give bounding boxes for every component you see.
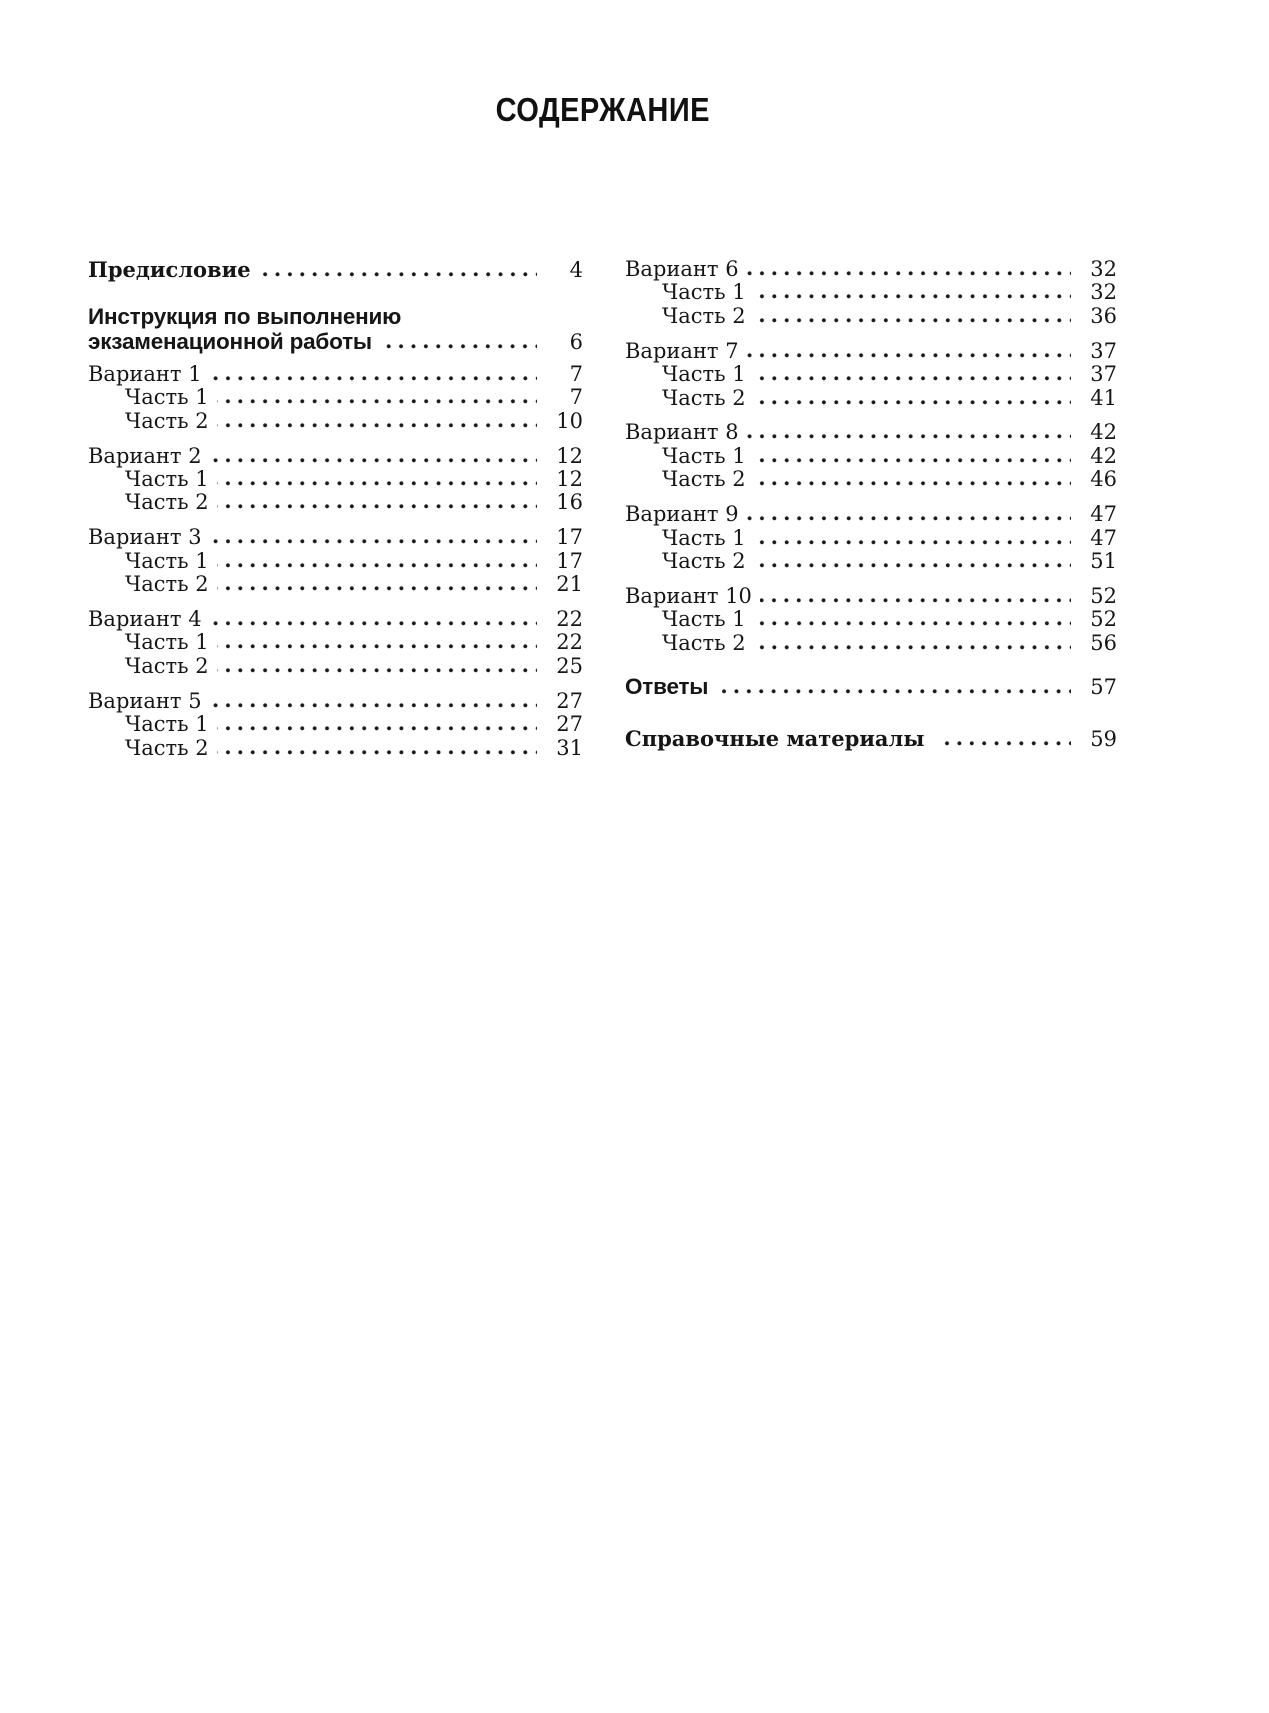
dot-leader [754, 458, 1071, 463]
dot-leader [380, 344, 537, 349]
toc-entry-page: 12 [556, 466, 583, 491]
toc-group-variant-5 [88, 690, 583, 760]
toc-entry-page: 16 [556, 490, 583, 515]
toc-entry-label: Вариант 3 [88, 525, 202, 550]
toc-entry-label: Часть 2 [125, 735, 209, 760]
toc-entry-page: 52 [1090, 607, 1117, 632]
toc-entry-page: 17 [556, 525, 583, 550]
toc-entry-answers [625, 674, 1117, 699]
toc-entry-variant [625, 258, 1117, 281]
toc-entry-page: 32 [1090, 280, 1117, 305]
toc-entry-part [88, 491, 583, 514]
dot-leader [716, 689, 1071, 694]
dot-leader [217, 399, 537, 404]
toc-entry-label: Часть 1 [125, 466, 209, 491]
dot-leader [217, 750, 537, 755]
toc-entry-label: Часть 2 [662, 303, 746, 328]
page-title [88, 0, 1117, 130]
dot-leader [210, 458, 537, 463]
dot-leader [217, 423, 537, 428]
dot-leader [942, 741, 1071, 746]
toc-group-variant-2 [88, 445, 583, 515]
toc-entry-label: Вариант 1 [88, 361, 202, 386]
toc-entry-variant [625, 421, 1117, 444]
toc-entry-label: Часть 2 [125, 653, 209, 678]
toc-entry-page: 37 [1090, 338, 1117, 363]
toc-entry-label: экзаменационной работы [88, 329, 372, 355]
toc-entry-page: 21 [556, 572, 583, 597]
toc-entry-part [625, 550, 1117, 573]
toc-entry-page: 42 [1090, 420, 1117, 445]
toc-entry-label: Часть 1 [125, 712, 209, 737]
toc-group-variant-10 [625, 585, 1117, 655]
toc-entry-label: Вариант 2 [88, 443, 202, 468]
toc-entry-label: Часть 2 [125, 490, 209, 515]
toc-entry-page: 6 [569, 330, 583, 355]
toc-entry-page: 27 [556, 688, 583, 713]
dot-leader [747, 271, 1071, 276]
toc-group-variant-3 [88, 526, 583, 596]
toc-entry-page: 37 [1090, 362, 1117, 387]
dot-leader [217, 481, 537, 486]
dot-leader [754, 400, 1071, 405]
toc-entry-label: Часть 2 [662, 385, 746, 410]
toc-entry-part [88, 631, 583, 654]
toc-group-variant-9 [625, 503, 1117, 573]
dot-leader [754, 540, 1071, 545]
dot-leader [747, 516, 1071, 521]
toc-entry-label: Предисловие [88, 257, 251, 282]
toc-entry-label: Часть 2 [662, 548, 746, 573]
dot-leader [754, 294, 1071, 299]
toc-entry-label: Вариант 6 [625, 257, 739, 281]
toc-entry-variant [88, 608, 583, 631]
toc-entry-label: Вариант 7 [625, 338, 739, 363]
toc-entry-page: 52 [1090, 583, 1117, 608]
toc-entry-part [88, 713, 583, 736]
toc-entry-page: 36 [1090, 303, 1117, 328]
toc-entry-variant [88, 690, 583, 713]
toc-entry-page: 7 [569, 361, 583, 386]
dot-leader [754, 645, 1071, 650]
toc-entry-page: 56 [1090, 630, 1117, 655]
dot-leader [210, 376, 537, 381]
toc-entry-part [88, 655, 583, 678]
page-title-text: СОДЕРЖАНИЕ [495, 91, 710, 128]
toc-entry-page: 4 [569, 258, 583, 282]
toc-group-variant-8 [625, 421, 1117, 491]
toc-entry-preface [88, 258, 583, 282]
toc-entry-page: 46 [1090, 467, 1117, 492]
toc-entry-page: 27 [556, 712, 583, 737]
toc-entry-page: 31 [556, 735, 583, 760]
toc-entry-label: Часть 1 [125, 548, 209, 573]
toc-entry-part [88, 410, 583, 433]
toc-entry-page: 22 [556, 606, 583, 631]
toc-entry-part [88, 550, 583, 573]
toc-entry-label: Вариант 4 [88, 606, 202, 631]
toc-entry-part [625, 305, 1117, 328]
toc-group-variant-4 [88, 608, 583, 678]
toc-group-variant-6 [625, 258, 1117, 328]
toc-group-variant-7 [625, 340, 1117, 410]
dot-leader [210, 703, 537, 708]
toc-entry-part [88, 386, 583, 409]
toc-entry-page: 47 [1090, 525, 1117, 550]
dot-leader [754, 481, 1071, 486]
toc-entry-label: Ответы [625, 674, 709, 700]
toc-entry-instruction-line2 [88, 329, 583, 354]
dot-leader [217, 726, 537, 731]
dot-leader [259, 272, 537, 277]
dot-leader [754, 376, 1071, 381]
toc-entry-label: Часть 2 [662, 467, 746, 492]
toc-entry-variant [88, 445, 583, 468]
toc-entry-label: Справочные материалы [625, 725, 925, 751]
toc-entry-part [88, 573, 583, 596]
toc-entry-label: Часть 1 [662, 607, 746, 632]
dot-leader [217, 668, 537, 673]
toc-columns [88, 258, 1117, 760]
dot-leader [760, 598, 1071, 603]
toc-entry-label: Часть 2 [125, 572, 209, 597]
toc-entry-label: Часть 1 [662, 362, 746, 387]
toc-entry-page: 10 [556, 408, 583, 433]
toc-entry-part [88, 737, 583, 760]
toc-entry-label: Вариант 5 [88, 688, 202, 713]
toc-group-variant-1 [88, 363, 583, 433]
dot-leader [217, 644, 537, 649]
toc-entry-page: 57 [1090, 675, 1117, 700]
toc-entry-variant [625, 340, 1117, 363]
dot-leader [217, 586, 537, 591]
dot-leader [217, 563, 537, 568]
dot-leader [210, 539, 537, 544]
toc-entry-page: 17 [556, 548, 583, 573]
toc-entry-page: 47 [1090, 502, 1117, 527]
toc-entry-instruction-line1 [88, 304, 583, 329]
toc-entry-page: 59 [1090, 726, 1117, 751]
toc-entry-variant [625, 585, 1117, 608]
toc-entry-part [625, 445, 1117, 468]
toc-entry-reference [625, 727, 1117, 751]
toc-entry-page: 25 [556, 653, 583, 678]
toc-entry-page: 7 [569, 385, 583, 410]
toc-entry-label: Часть 2 [662, 630, 746, 655]
dot-leader [754, 318, 1071, 323]
toc-entry-part [625, 468, 1117, 491]
toc-entry-label: Часть 1 [125, 385, 209, 410]
toc-entry-page: 32 [1090, 257, 1117, 281]
toc-entry-label: Вариант 10 [625, 583, 752, 608]
toc-entry-instruction [88, 304, 583, 354]
toc-entry-label: Часть 1 [662, 280, 746, 305]
toc-entry-label: Вариант 8 [625, 420, 739, 445]
toc-column-right [625, 258, 1117, 760]
toc-entry-variant [88, 363, 583, 386]
toc-content [0, 0, 1269, 760]
toc-entry-part [625, 527, 1117, 550]
dot-leader [210, 621, 537, 626]
toc-entry-page: 51 [1090, 548, 1117, 573]
dot-leader [747, 353, 1071, 358]
toc-entry-part [625, 608, 1117, 631]
toc-entry-label: Вариант 9 [625, 502, 739, 527]
toc-entry-label: Часть 1 [662, 525, 746, 550]
toc-entry-label: Часть 1 [662, 443, 746, 468]
toc-column-left [88, 258, 583, 760]
toc-entry-page: 12 [556, 443, 583, 468]
toc-entry-label: Часть 2 [125, 408, 209, 433]
toc-entry-page: 42 [1090, 443, 1117, 468]
dot-leader [217, 504, 537, 509]
toc-entry-part [625, 281, 1117, 304]
toc-entry-label: Часть 1 [125, 630, 209, 655]
dot-leader [754, 563, 1071, 568]
toc-entry-variant [625, 503, 1117, 526]
toc-entry-page: 41 [1090, 385, 1117, 410]
toc-entry-part [625, 363, 1117, 386]
toc-entry-variant [88, 526, 583, 549]
toc-entry-page: 22 [556, 630, 583, 655]
toc-entry-part [625, 387, 1117, 410]
dot-leader [747, 434, 1071, 439]
toc-entry-part [88, 468, 583, 491]
toc-entry-part [625, 632, 1117, 655]
dot-leader [754, 621, 1071, 626]
toc-entry-label: Инструкция по выполнению [88, 304, 402, 330]
